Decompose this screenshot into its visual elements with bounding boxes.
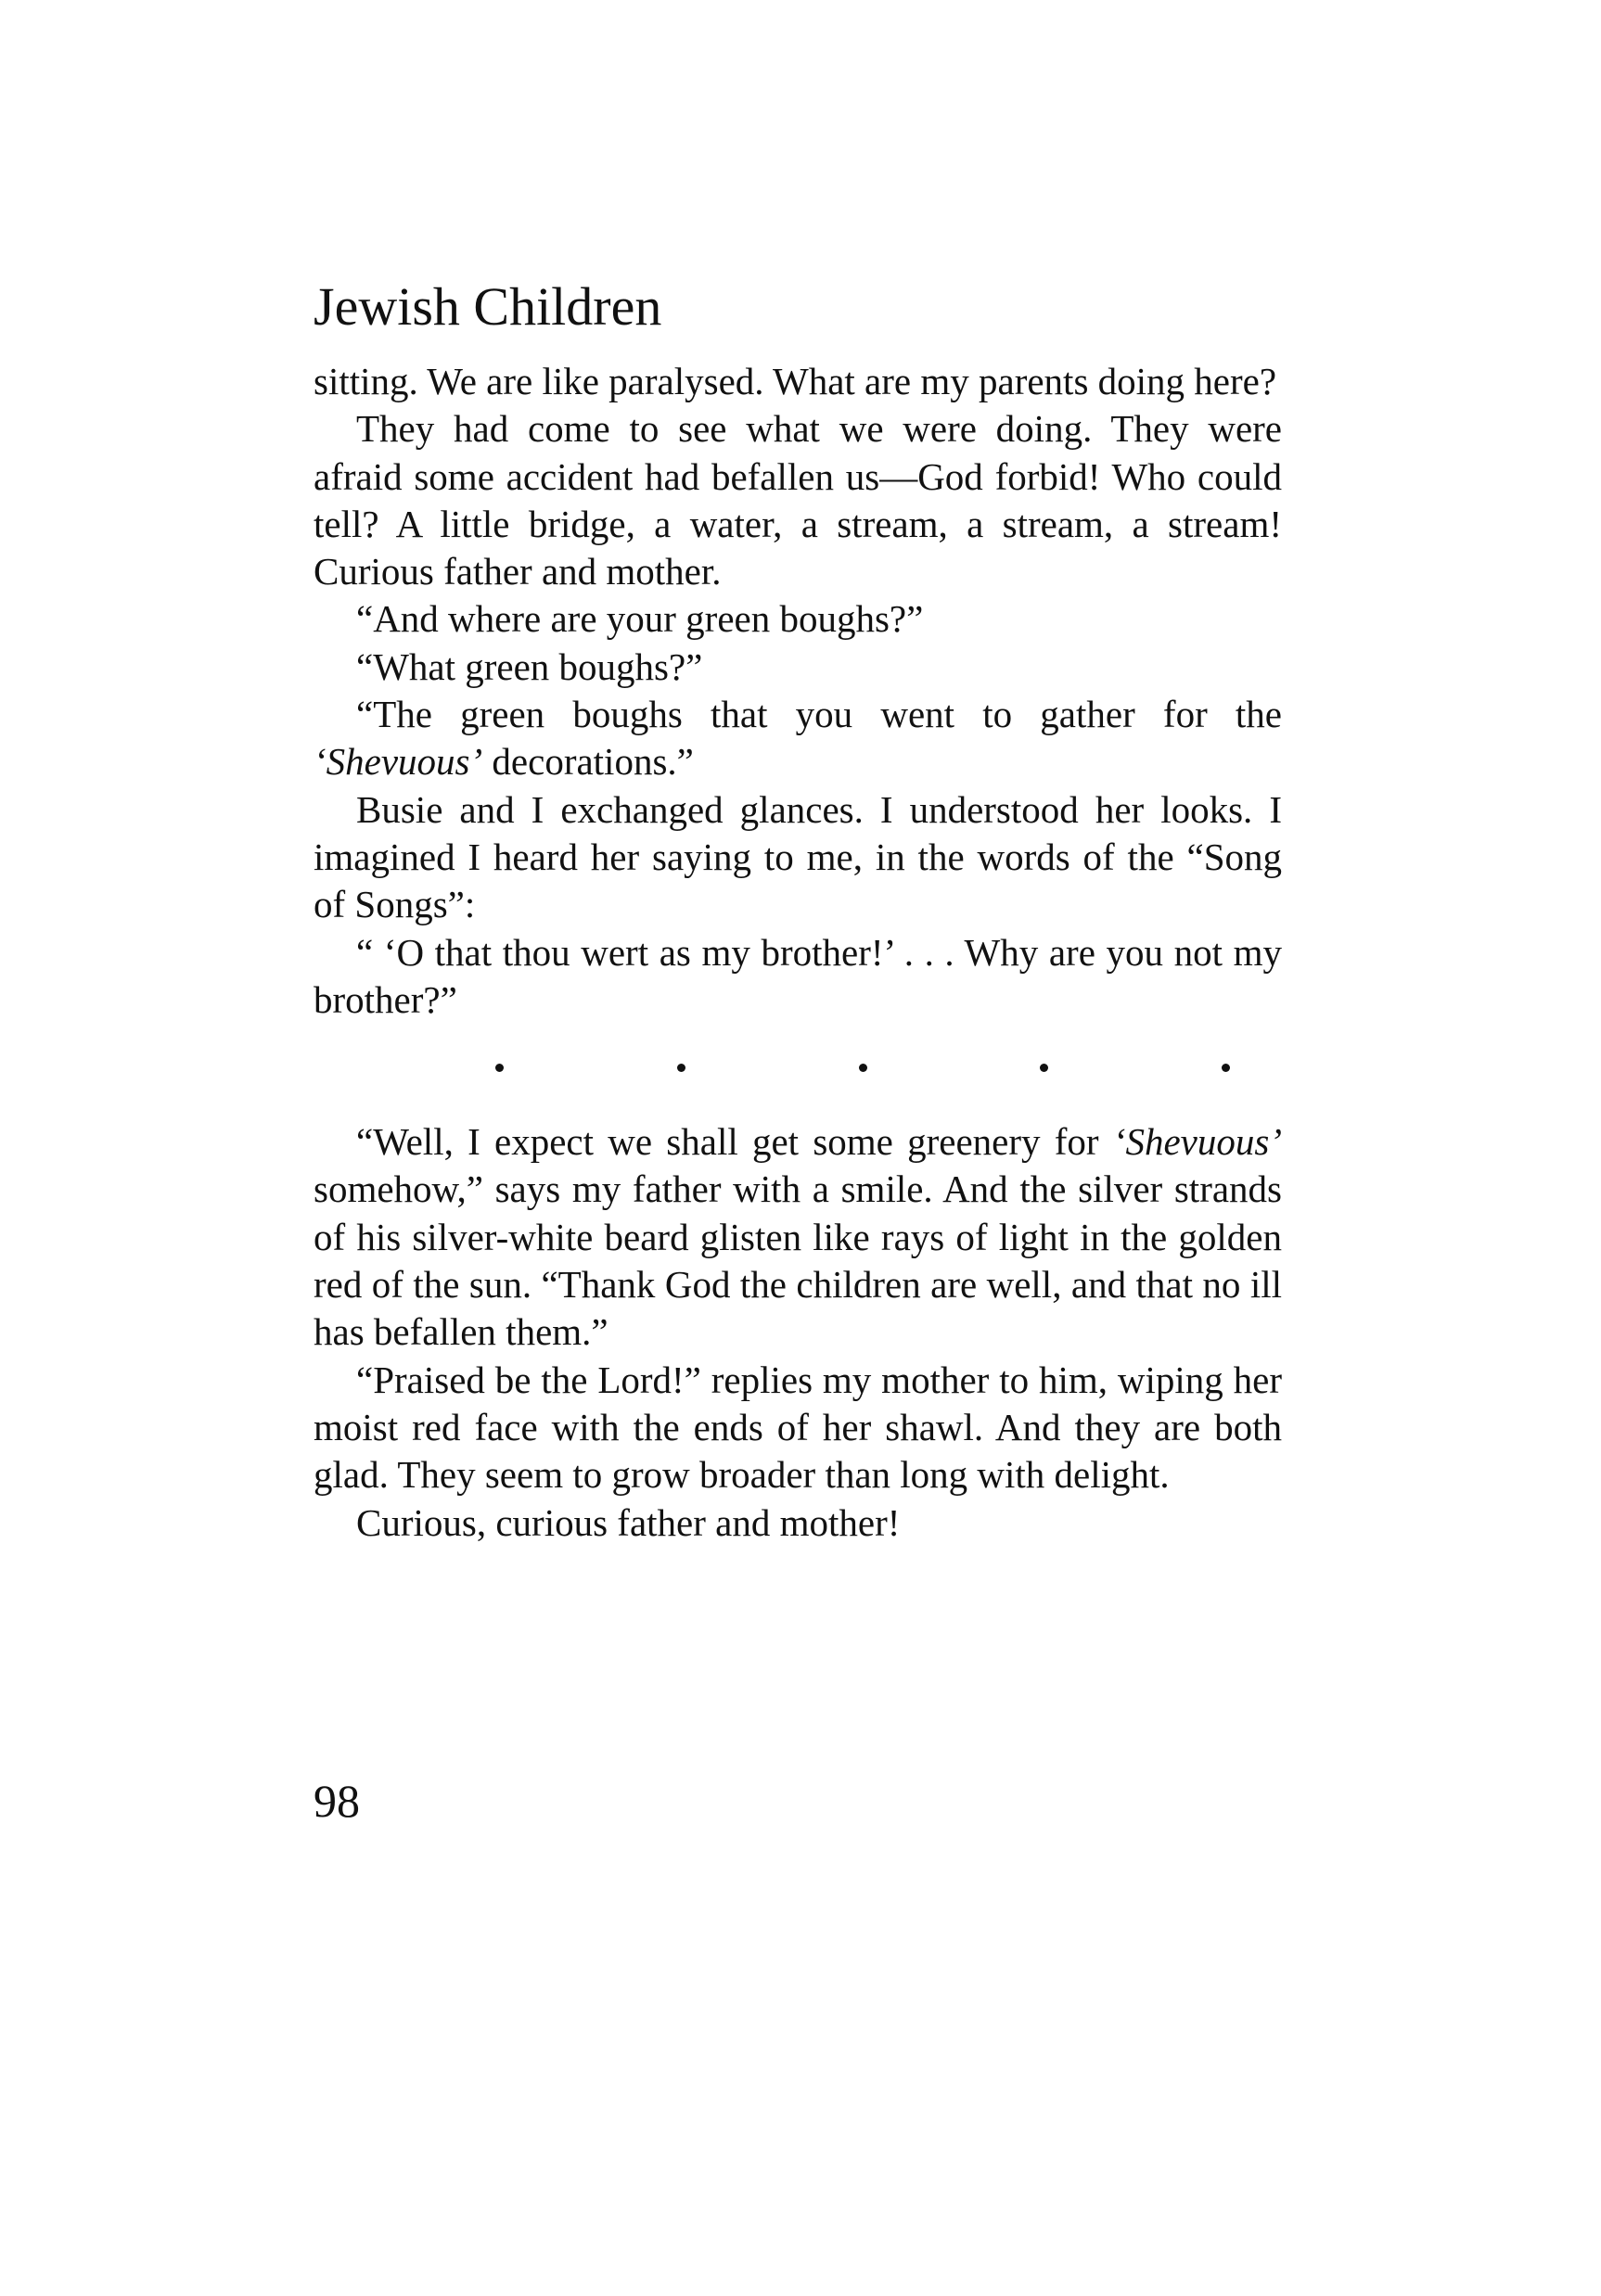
- section-break-dot: [1222, 1064, 1230, 1072]
- section-break-dot: [677, 1064, 685, 1072]
- paragraph-text: somehow,” says my father with a smile. And the silver strands of his silver-white beard glisten like rays of light in the golden red of the sun. “Thank God the children are well, and that no ill has befallen them.”: [314, 1167, 1282, 1354]
- paragraph: sitting. We are like paralysed. What are my parents doing here?: [314, 360, 1277, 402]
- italic-term: ‘Shevuous’: [314, 740, 483, 784]
- paragraph: [314, 1118, 1282, 1356]
- section-break-dot: [495, 1064, 504, 1072]
- page-number: 98: [314, 1775, 360, 1827]
- paragraph: Busie and I exchanged glances. I understood her looks. I imagined I heard her saying to me, in the words of the “Song of Songs”:: [314, 787, 1282, 926]
- paragraph-text: “The green boughs that you went to gather for the: [356, 693, 1282, 736]
- paragraph-text: “Well, I expect we shall get some greenery for: [356, 1120, 1113, 1164]
- paragraph: “And where are your green boughs?”: [356, 597, 924, 641]
- paragraph-text: decorations.”: [482, 740, 694, 784]
- running-head: Jewish Children: [314, 276, 662, 337]
- italic-term: ‘Shevuous’: [1112, 1120, 1282, 1164]
- body-text: [314, 358, 1282, 1547]
- paragraph: “What green boughs?”: [356, 644, 703, 688]
- paragraph: They had come to see what we were doing. They were afraid some accident had befallen us—God forbid! Who could tell? A little bridge, a water, a stream, a stream, a stream! Curious father and mother.: [314, 407, 1282, 593]
- paragraph: Curious, curious father and mother!: [356, 1500, 901, 1544]
- paragraph: “ ‘O that thou wert as my brother!’ . . . Why are you not my brother?”: [314, 930, 1282, 1021]
- paragraph: [314, 691, 1282, 786]
- paragraph: “Praised be the Lord!” replies my mother to him, wiping her moist red face with the ends of her shawl. And they are both glad. They seem to grow broader than long with delight.: [314, 1358, 1282, 1497]
- section-break-dot: [1040, 1064, 1048, 1072]
- section-break: [314, 1024, 1282, 1118]
- section-break-dot: [859, 1064, 867, 1072]
